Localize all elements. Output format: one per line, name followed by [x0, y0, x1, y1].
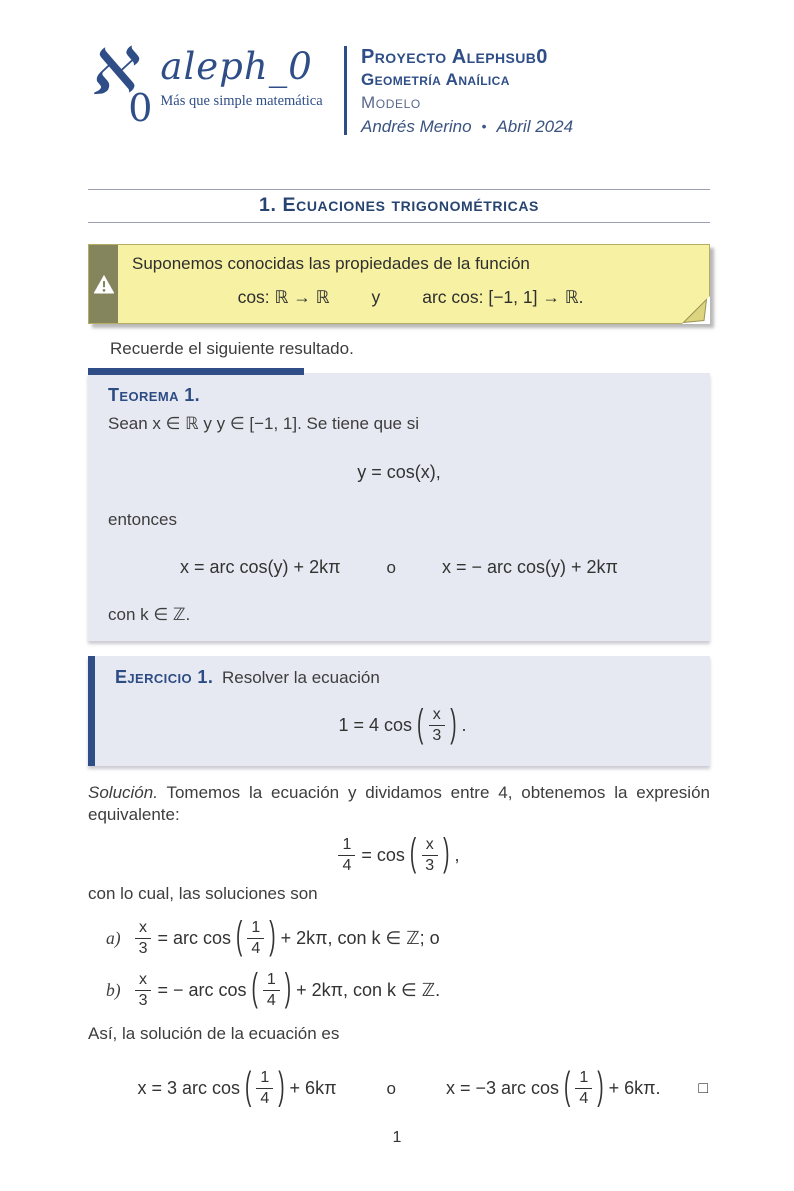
fraction-1-4: $\frac{1}{4}$ [575, 1069, 592, 1108]
aleph-symbol [85, 33, 158, 130]
aleph-glyph: ℵ [85, 33, 137, 110]
project-title: Proyecto Alephsub0 [361, 46, 548, 68]
item-b-marker: b) [106, 979, 121, 1000]
theorem-intro: Sean x ∈ ℝ y y ∈ [−1, 1]. Se tiene que si [108, 413, 419, 433]
theorem-eq2-left: x = arc cos(y) + 2kπ [180, 557, 341, 578]
theorem-eq2-right: x = − arc cos(y) + 2kπ [441, 557, 618, 578]
right-paren: ) [269, 915, 276, 959]
document-date: Abril 2024 [496, 116, 574, 136]
fraction-1-4: $\frac{1}{4}$ [256, 1069, 273, 1108]
solution-paragraph-2: con lo cual, las soluciones son [88, 883, 318, 903]
final-solution-row [88, 1065, 710, 1110]
solution-paragraph-3: Así, la solución de la ecuación es [88, 1023, 340, 1043]
theorem-middle-text: entonces [108, 510, 177, 530]
left-paren: ( [244, 1065, 252, 1110]
left-paren: ( [564, 1065, 571, 1110]
item-a-marker: a) [106, 927, 121, 948]
left-paren: ( [236, 915, 243, 959]
exercise-equation [115, 702, 690, 747]
solution-eq1-mid: = cos [361, 844, 405, 865]
aleph-subscript: 0 [128, 86, 153, 130]
final-left-post: + 6kπ [289, 1078, 337, 1099]
right-paren: ) [278, 1065, 285, 1110]
exercise-equation-math [338, 702, 467, 747]
intro-paragraph: Recuerde el siguiente resultado. [110, 338, 354, 358]
theorem-accent-bar [88, 368, 304, 375]
theorem-box [88, 373, 710, 641]
solution-lead-text: Tomemos la ecuación y dividamos entre 4, obtenemos la expresión equivalente: [88, 782, 710, 825]
solution-eq1-post: , [454, 844, 460, 865]
theorem-closing: con k ∈ ℤ. [108, 605, 191, 625]
list-item-b [106, 967, 710, 1011]
final-left-pre: x = 3 arc cos [137, 1078, 240, 1099]
item-b-mid: = − arc cos [157, 979, 247, 1000]
exercise-eq-post: . [461, 715, 467, 736]
item-a-math [135, 915, 440, 959]
solution-eq1-math [338, 832, 460, 876]
left-paren: ( [409, 832, 417, 876]
logo-mark [85, 33, 340, 130]
connector-o: o [386, 1078, 396, 1098]
logo-text-column [160, 45, 323, 110]
exercise-eq-pre: 1 = 4 cos [338, 715, 412, 736]
exercise-label: Ejercicio 1. [115, 667, 214, 688]
item-b-post: + 2kπ, con k ∈ ℤ. [296, 979, 441, 1000]
connector-o: o [386, 557, 396, 577]
right-paren: ) [443, 832, 450, 876]
logo-wordmark: aleph_0 [160, 45, 313, 88]
header-titles [361, 44, 573, 139]
author-name: Andrés Merino [361, 116, 472, 136]
left-paren: ( [416, 702, 424, 747]
header-divider [344, 46, 347, 135]
page-number: 1 [392, 1129, 402, 1146]
solution-label: Solución. [88, 782, 158, 802]
warning-triangle-icon [93, 274, 115, 294]
warning-sidebar [89, 245, 118, 323]
arccos-domain: arc cos: [−1, 1] → ℝ. [422, 286, 584, 307]
fraction-1-4: $\frac{1}{4}$ [338, 836, 355, 875]
cos-domain: cos: ℝ → ℝ [237, 286, 330, 307]
warning-text: Suponemos conocidas las propiedades de la función [132, 253, 530, 273]
left-paren: ( [251, 967, 258, 1011]
page-header [85, 33, 710, 139]
item-b-math [135, 967, 441, 1011]
theorem-equation-1: y = cos(x), [357, 462, 441, 483]
warning-body [118, 245, 709, 323]
fraction-x-3: $\frac{x}{3}$ [428, 706, 445, 745]
exercise-prompt: Resolver la ecuación [221, 668, 380, 688]
right-paren: ) [597, 1065, 604, 1110]
right-paren: ) [450, 702, 457, 747]
right-paren: ) [284, 967, 292, 1011]
fraction-1-4: $\frac{1}{4}$ [263, 971, 280, 1010]
item-a-mid: = arc cos [157, 927, 232, 948]
connector-y: y [371, 286, 381, 307]
fraction-x-3: $\frac{x}{3}$ [135, 971, 152, 1010]
qed-symbol: □ [698, 1079, 708, 1097]
solution-items [106, 915, 710, 1011]
warning-note-box [88, 244, 710, 324]
final-right-post: + 6kπ. [608, 1078, 661, 1099]
theorem-label: Teorema 1. [108, 384, 201, 405]
alephsub0-logo [85, 33, 340, 139]
solution-section [88, 782, 710, 1108]
fraction-x-3: $\frac{x}{3}$ [135, 919, 152, 958]
folded-corner [682, 296, 710, 324]
solution-lead-paragraph [88, 782, 710, 827]
warning-math-line [132, 287, 689, 308]
exercise-head [115, 667, 690, 688]
final-right-pre: x = −3 arc cos [445, 1078, 560, 1099]
list-item-a [106, 915, 710, 959]
fraction-x-3: $\frac{x}{3}$ [421, 836, 438, 875]
logo-tagline: Más que simple matemática [160, 92, 323, 109]
exercise-box [88, 656, 710, 766]
final-eq-left [137, 1065, 337, 1110]
section-title: 1. Ecuaciones trigonométricas [259, 193, 539, 216]
section-title-rule [88, 189, 710, 223]
final-eq-right [445, 1065, 661, 1110]
document-type: Modelo [361, 92, 421, 112]
course-title: Geometría Anaílica [361, 70, 510, 89]
item-a-post: + 2kπ, con k ∈ ℤ; o [280, 927, 440, 948]
fraction-1-4: $\frac{1}{4}$ [247, 919, 264, 958]
bullet-separator: • [481, 117, 487, 134]
solution-equation-1 [88, 833, 710, 875]
theorem-equation-2 [108, 557, 690, 578]
author-date-line [361, 115, 573, 139]
